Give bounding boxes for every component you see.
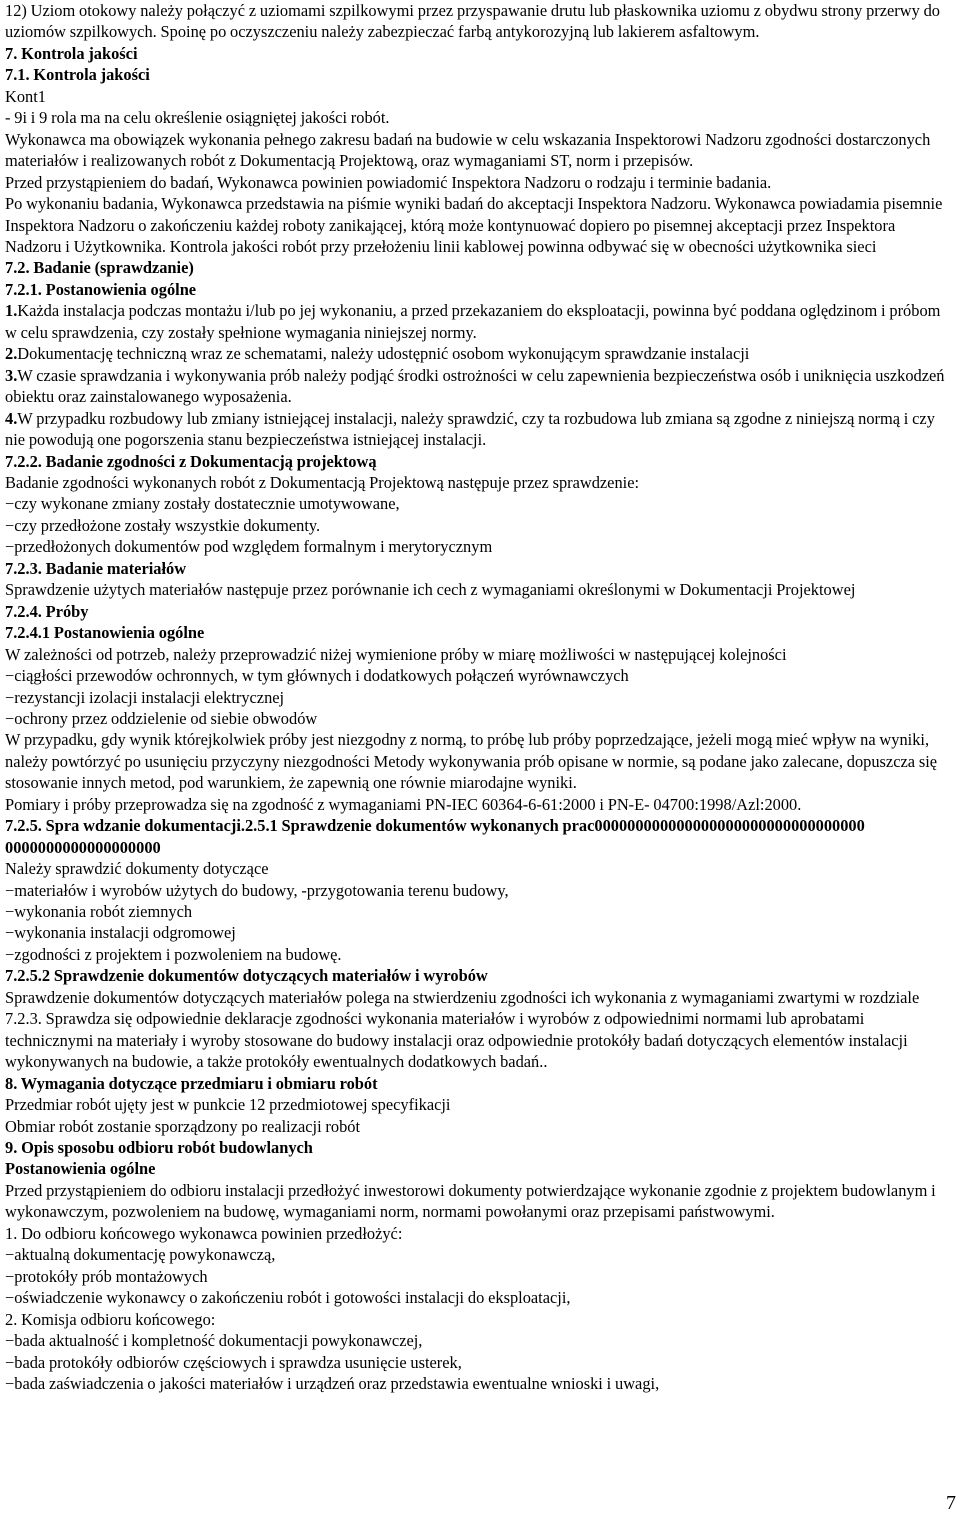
bold-text: 4. [5,408,18,428]
bold-text: 7.2.4. Próby [5,601,89,621]
paragraph [5,257,953,278]
paragraph [5,193,953,257]
paragraph-text: Przed przystąpieniem do odbioru instalacji przedłożyć inwestorowi dokumenty potwierdzające wykonanie zgodnie z projektem budowlanym i wykonawczym, pozwoleniem na budowę, wymaganiami norm, normami powołanymi oraz przepisami państwowymi. [5,1180,936,1222]
bold-text: 7. Kontrola jakości [5,43,138,63]
paragraph [5,729,953,793]
paragraph [5,451,953,472]
paragraph [5,601,953,622]
paragraph-text: −bada aktualność i kompletność dokumentacji powykonawczej, [5,1331,423,1351]
paragraph [5,622,953,643]
paragraph [5,536,953,557]
paragraph-text: −bada protokóły odbiorów częściowych i sprawdza usunięcie usterek, [5,1352,462,1372]
paragraph-text: −czy wykonane zmiany zostały dostatecznie umotywowane, [5,494,400,514]
paragraph-text: Przed przystąpieniem do badań, Wykonawca powinien powiadomić Inspektora Nadzoru o rodzaju i terminie badania. [5,172,772,192]
paragraph-text: −materiałów i wyrobów użytych do budowy, -przygotowania terenu budowy, [5,880,509,900]
paragraph [5,300,953,343]
paragraph [5,0,953,43]
paragraph-text: Kont1 [5,86,46,106]
paragraph-text: −aktualną dokumentację powykonawczą, [5,1245,276,1265]
paragraph [5,1266,953,1287]
paragraph-text: 12) Uziom otokowy należy połączyć z uziomami szpilkowymi przez przyspawanie drutu lub płaskownika uziomu z obydwu strony przerwy do uziomów szpilkowych. Spoinę po oczyszczeniu należy zabezpieczać farbą antykorozyjną lub lakierem asfaltowym. [5,1,940,42]
paragraph [5,944,953,965]
paragraph [5,1073,953,1094]
paragraph [5,644,953,665]
bold-text: 7.2.2. Badanie zgodności z Dokumentacją projektową [5,451,377,471]
paragraph [5,515,953,536]
bold-text: 7.2.3. Badanie materiałów [5,558,187,578]
bold-text: 7.2.5.2 Sprawdzenie dokumentów dotyczących materiałów i wyrobów [5,966,488,986]
paragraph-text: - 9i i 9 rola ma na celu określenie osiągniętej jakości robót. [5,108,390,128]
paragraph [5,365,953,408]
paragraph [5,1158,953,1179]
paragraph [5,665,953,686]
bold-text: 9. Opis sposobu odbioru robót budowlanych [5,1138,313,1158]
paragraph [5,1287,953,1308]
bold-text: Postanowienia ogólne [5,1159,156,1179]
paragraph [5,64,953,85]
paragraph [5,493,953,514]
paragraph [5,1223,953,1244]
paragraph [5,987,953,1073]
paragraph [5,1244,953,1265]
paragraph [5,172,953,193]
paragraph [5,965,953,986]
paragraph-text: Badanie zgodności wykonanych robót z Dokumentacją Projektową następuje przez sprawdzenie: [5,472,640,492]
paragraph [5,1116,953,1137]
paragraph [5,1352,953,1373]
bold-text: 3. [5,365,18,385]
bold-text: 7.1. Kontrola jakości [5,65,150,85]
paragraph-text: −zgodności z projektem i pozwoleniem na budowę. [5,944,342,964]
paragraph [5,43,953,64]
paragraph-text: Po wykonaniu badania, Wykonawca przedstawia na piśmie wyniki badań do akceptacji Inspektora Nadzoru. Wykonawca powiadamia pisemnie Inspektora Nadzoru o zakończeniu każdej roboty zanikającej, którą może kontynuować dopiero po pisemnej akceptacji przez Inspektora Nadzoru i Użytkownika. Kontrola jakości robót przy przełożeniu linii kablowej powinna odbywać się w obecności użytkownika sieci [5,194,943,256]
paragraph [5,1094,953,1115]
paragraph-text: W czasie sprawdzania i wykonywania prób należy podjąć środki ostrożności w celu zapewnienia bezpieczeństwa osób i uniknięcia uszkodzeń obiektu oraz zainstalowanego wyposażenia. [5,365,945,407]
paragraph-text: −wykonania instalacji odgromowej [5,923,236,943]
paragraph-text: −czy przedłożone zostały wszystkie dokumenty. [5,515,321,535]
paragraph-text: Sprawdzenie użytych materiałów następuje przez porównanie ich cech z wymaganiami określonymi w Dokumentacji Projektowej [5,580,856,600]
paragraph-text: Obmiar robót zostanie sporządzony po realizacji robót [5,1116,361,1136]
paragraph-text: W zależności od potrzeb, należy przeprowadzić niżej wymienione próby w miarę możliwości w następującej kolejności [5,644,787,664]
paragraph [5,129,953,172]
paragraph [5,708,953,729]
paragraph-text: −rezystancji izolacji instalacji elektrycznej [5,687,285,707]
paragraph [5,1137,953,1158]
paragraph-text: Przedmiar robót ujęty jest w punkcie 12 przedmiotowej specyfikacji [5,1095,451,1115]
paragraph-text: Dokumentację techniczną wraz ze schematami, należy udostępnić osobom wykonującym sprawdzanie instalacji [17,344,750,364]
paragraph [5,922,953,943]
paragraph [5,901,953,922]
bold-text: 2. [5,344,18,364]
paragraph-text: Wykonawca ma obowiązek wykonania pełnego zakresu badań na budowie w celu wskazania Inspektorowi Nadzoru zgodności dostarczonych materiałów i realizowanych robót z Dokumentacją Projektową, oraz wymaganiami ST, norm i przepisów. [5,129,931,171]
paragraph [5,558,953,579]
paragraph-text: 1. Do odbioru końcowego wykonawca powinien przedłożyć: [5,1223,403,1243]
paragraph-text: −przedłożonych dokumentów pod względem formalnym i merytorycznym [5,537,493,557]
paragraph-text: −protokóły prób montażowych [5,1266,208,1286]
paragraph [5,107,953,128]
bold-text: 7.2. Badanie (sprawdzanie) [5,258,194,278]
bold-text: 7.2.4.1 Postanowienia ogólne [5,623,205,643]
paragraph [5,408,953,451]
paragraph [5,579,953,600]
paragraph [5,1373,953,1394]
paragraph-text: W przypadku, gdy wynik którejkolwiek próby jest niezgodny z normą, to próbę lub próby poprzedzające, jeżeli mogą mieć wpływ na wyniki, należy powtórzyć po usunięciu przyczyny niezgodności Metody wykonywania prób opisane w normie, są podane jako zalecane, dopuszcza się stosowanie innych metod, pod warunkiem, że zapewnią one równie miarodajne wyniki. [5,730,938,793]
paragraph-text: Sprawdzenie dokumentów dotyczących materiałów polega na stwierdzeniu zgodności ich wykonania z wymaganiami zwartymi w rozdziale 7.2.3. Sprawdza się odpowiednie deklaracje zgodności wykonania materiałów i wyrobów z odpowiednimi normami lub aprobatami technicznymi na materiały i wyroby stosowane do budowy instalacji oraz odpowiednie protokóły badań dotyczących elementów instalacji wykonywanych na budowie, a także protokóły ewentualnych dodatkowych badań.. [5,987,920,1072]
paragraph [5,880,953,901]
paragraph [5,343,953,364]
paragraph [5,1330,953,1351]
paragraph-text: Każda instalacja podczas montażu i/lub po jej wykonaniu, a przed przekazaniem do eksploatacji, powinna być poddana oględzinom i próbom w celu sprawdzenia, czy zostały spełnione wymagania niniejszej normy. [5,301,941,342]
paragraph-text: −ciągłości przewodów ochronnych, w tym głównych i dodatkowych połączeń wyrównawczych [5,666,629,686]
bold-text: 1. [5,301,18,321]
paragraph-text: W przypadku rozbudowy lub zmiany istniejącej instalacji, należy sprawdzić, czy ta rozbudowa lub zmiana są zgodne z niniejszą normą i czy nie powodują one pogorszenia stanu bezpieczeństwa istniejącej instalacji. [5,408,935,450]
paragraph [5,858,953,879]
bold-text: 7.2.5. Spra wdzanie dokumentacji.2.5.1 Sprawdzenie dokumentów wykonanych prac000000000000000000000000000000000 0000000000000000000 [5,816,865,857]
paragraph [5,279,953,300]
paragraph-text: −wykonania robót ziemnych [5,902,193,922]
bold-text: 8. Wymagania dotyczące przedmiaru i obmiaru robót [5,1073,378,1093]
paragraph [5,1309,953,1330]
paragraph [5,1180,953,1223]
document-body [5,0,953,1394]
paragraph [5,472,953,493]
bold-text: 7.2.1. Postanowienia ogólne [5,279,197,299]
paragraph [5,86,953,107]
paragraph-text: 2. Komisja odbioru końcowego: [5,1309,216,1329]
paragraph-text: −ochrony przez oddzielenie od siebie obwodów [5,708,318,728]
paragraph-text: Należy sprawdzić dokumenty dotyczące [5,859,269,879]
paragraph [5,794,953,815]
paragraph-text: −bada zaświadczenia o jakości materiałów i urządzeń oraz przedstawia ewentualne wnioski i uwagi, [5,1374,660,1393]
paragraph [5,687,953,708]
page-number: 7 [946,1492,956,1514]
paragraph-text: −oświadczenie wykonawcy o zakończeniu robót i gotowości instalacji do eksploatacji, [5,1288,571,1308]
paragraph-text: Pomiary i próby przeprowadza się na zgodność z wymaganiami PN-IEC 60364-6-61:2000 i PN-E- 04700:1998/Azl:2000. [5,794,802,814]
paragraph [5,815,953,858]
